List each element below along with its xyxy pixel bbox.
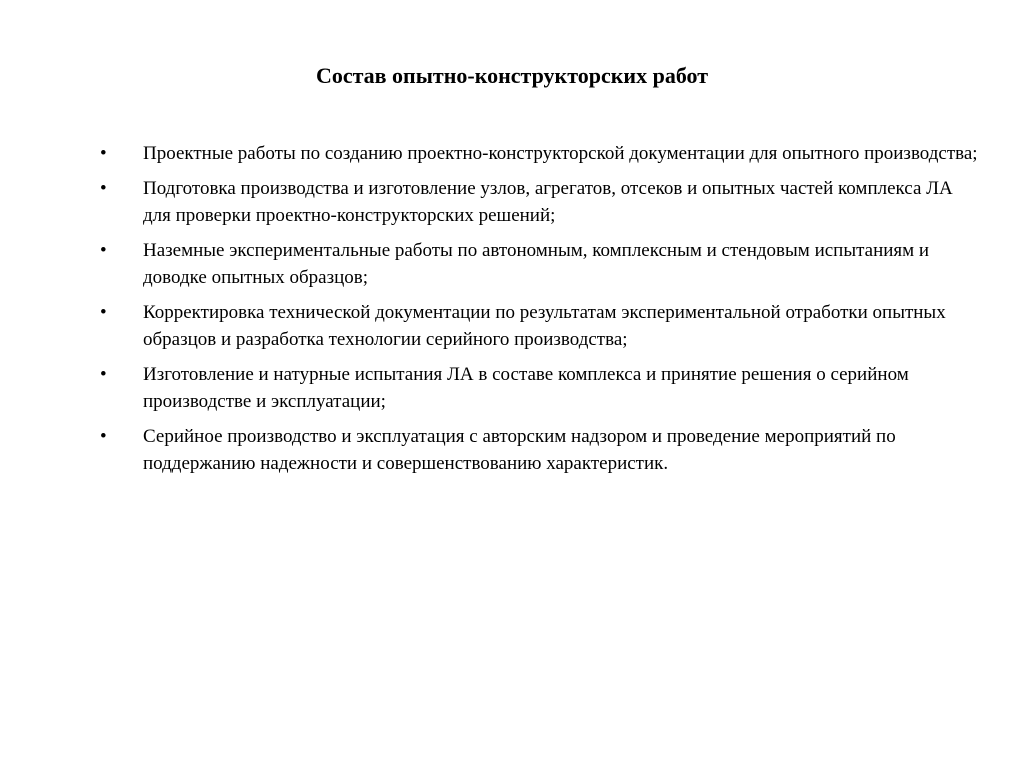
list-item <box>100 237 980 291</box>
bullet-icon: • <box>100 240 107 261</box>
slide-title: Состав опытно-конструкторских работ <box>315 63 709 88</box>
bullet-icon: • <box>100 426 107 447</box>
bullet-icon: • <box>100 178 107 199</box>
list-item-text: Подготовка производства и изготовление узлов, агрегатов, отсеков и опытных частей комплекса ЛА для проверки проектно-конструкторских решений; <box>143 178 953 226</box>
list-item <box>100 140 980 167</box>
bullet-icon: • <box>100 143 107 164</box>
bullet-icon: • <box>100 302 107 323</box>
list-item <box>100 423 980 477</box>
bullet-icon: • <box>100 364 107 385</box>
bullet-list <box>100 140 980 485</box>
list-item <box>100 361 980 415</box>
list-item <box>100 175 980 229</box>
list-item <box>100 299 980 353</box>
list-item-text: Изготовление и натурные испытания ЛА в составе комплекса и принятие решения о серийном производстве и эксплуатации; <box>143 364 909 412</box>
list-item-text: Наземные экспериментальные работы по автономным, комплексным и стендовым испытаниям и доводке опытных образцов; <box>143 240 930 288</box>
list-item-text: Корректировка технической документации по результатам экспериментальной отработки опытных образцов и разработка технологии серийного производства; <box>143 302 946 350</box>
list-item-text: Серийное производство и эксплуатация с авторским надзором и проведение мероприятий по поддержанию надежности и совершенствованию характеристик. <box>143 426 896 474</box>
list-item-text: Проектные работы по созданию проектно-конструкторской документации для опытного производства; <box>143 143 978 164</box>
